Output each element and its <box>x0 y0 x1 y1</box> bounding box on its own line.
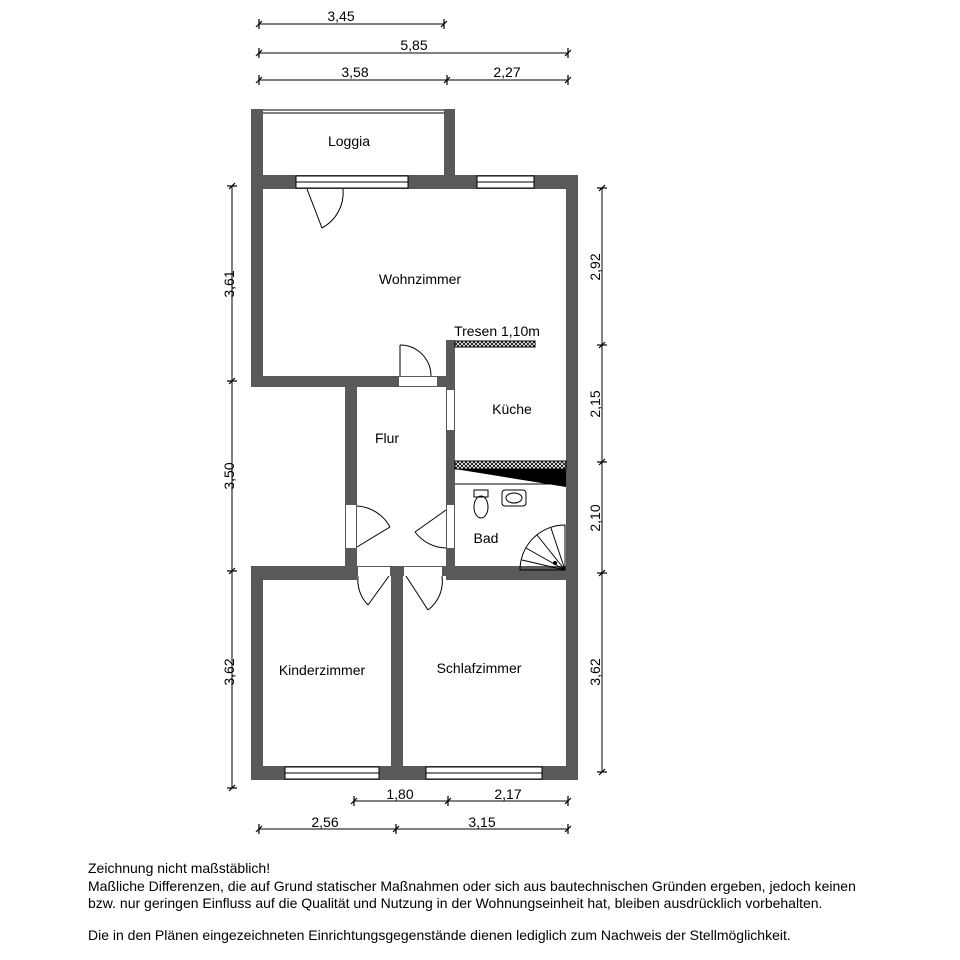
note-differences-2: bzw. nur geringen Einfluss auf die Qualität und Nutzung in der Wohnungseinheit hat, bleiben ausdrücklich vorbehalten. <box>88 895 823 911</box>
shower-icon <box>520 525 565 570</box>
dimension-lines <box>221 8 607 834</box>
dim-bottom-inner-2: 2,17 <box>494 786 522 802</box>
window-living-2 <box>477 176 534 188</box>
toilet-icon <box>474 490 488 518</box>
dim-top-4: 2,27 <box>493 64 521 80</box>
label-kinderzimmer: Kinderzimmer <box>278 662 366 678</box>
window-living-1 <box>296 176 408 188</box>
label-flur: Flur <box>374 430 400 446</box>
wall-kids-left <box>251 566 263 780</box>
loggia-railing <box>263 110 444 113</box>
kitchen-counter <box>455 461 566 469</box>
door-kids <box>358 576 389 605</box>
dim-top-1: 3,45 <box>327 8 355 24</box>
door-hall-left <box>357 506 390 547</box>
label-loggia: Loggia <box>327 133 371 149</box>
label-bad: Bad <box>473 530 499 546</box>
label-kueche: Küche <box>492 401 532 417</box>
dim-right-1: 2,92 <box>587 253 603 281</box>
door-swings <box>307 189 446 610</box>
label-tresen: Tresen 1,10m <box>454 323 540 339</box>
room-labels <box>279 133 540 678</box>
note-furniture: Die in den Plänen eingezeichneten Einrichtungsgegenstände dienen lediglich zum Nachweis der Stellmöglichkeit. <box>88 926 791 943</box>
note-scale: Zeichnung nicht maßstäblich! <box>88 860 271 876</box>
dim-left-1: 3,61 <box>221 270 237 298</box>
dim-right-3: 2,10 <box>587 504 603 532</box>
window-kids <box>285 767 379 779</box>
wall-hall-left <box>345 376 357 580</box>
wall-right <box>566 175 578 780</box>
dim-left-3: 3,62 <box>221 658 237 686</box>
wall-between-bedrooms <box>391 566 403 780</box>
disclaimer-notes <box>88 860 948 944</box>
dim-bottom-inner-1: 1,80 <box>386 786 414 802</box>
dim-left-2: 3,50 <box>221 462 237 490</box>
dim-right-4: 3,62 <box>587 658 603 686</box>
label-wohnzimmer: Wohnzimmer <box>378 271 462 287</box>
door-loggia <box>307 189 343 228</box>
fixtures <box>455 341 566 570</box>
door-living <box>400 345 431 376</box>
tresen-counter <box>455 341 535 347</box>
dim-top-2: 5,85 <box>400 37 428 53</box>
wall-kids-top <box>251 566 357 580</box>
dim-right-2: 2,15 <box>587 390 603 418</box>
door-bath <box>415 510 446 548</box>
sink-icon <box>502 490 526 506</box>
dim-top-3: 3,58 <box>341 64 369 80</box>
walls <box>251 109 578 780</box>
dim-bottom-outer-2: 3,15 <box>468 814 496 830</box>
window-bedroom <box>426 767 542 779</box>
wall-living-left <box>251 175 263 387</box>
label-schlafzimmer: Schlafzimmer <box>436 660 522 676</box>
note-differences-1: Maßliche Differenzen, die auf Grund statischer Maßnahmen oder sich aus bautechnischen Gründen ergeben, jedoch keinen <box>88 877 856 894</box>
dim-bottom-outer-1: 2,56 <box>311 814 339 830</box>
door-bedroom <box>406 576 442 610</box>
door-openings <box>346 377 454 576</box>
